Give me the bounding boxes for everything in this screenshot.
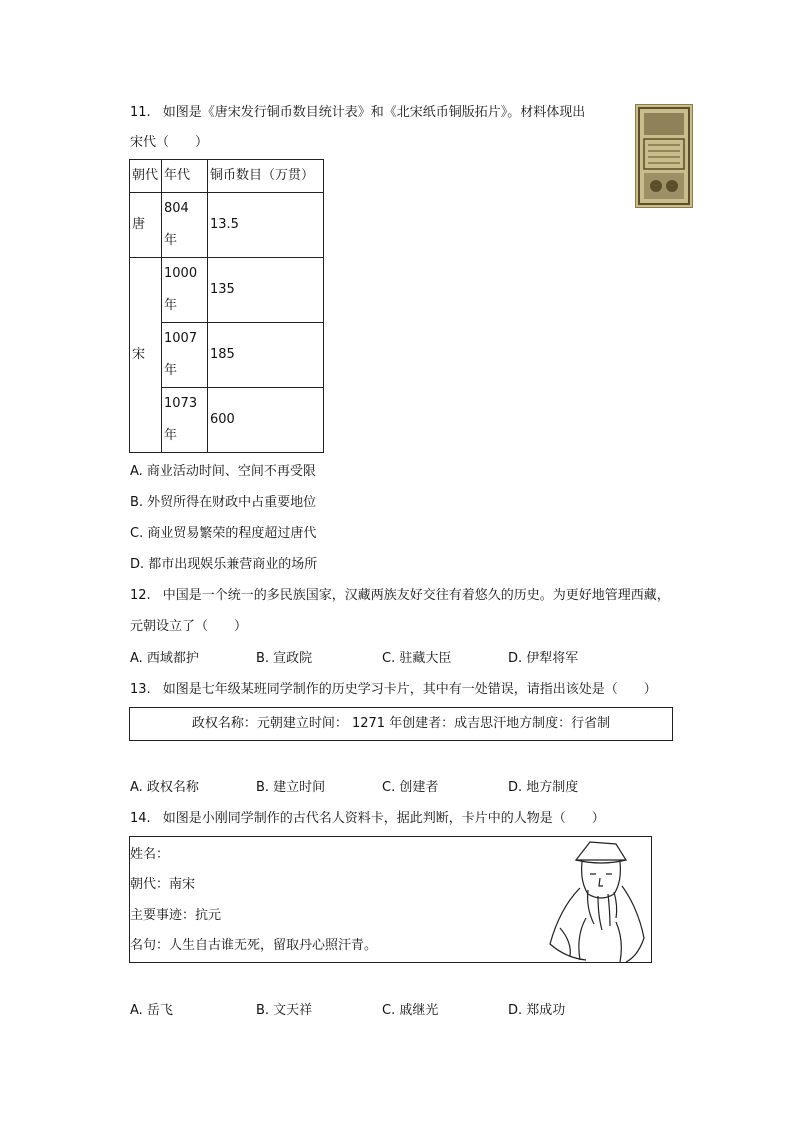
q11-stem-line1 — [130, 104, 585, 122]
table-cell-count: 185 — [208, 323, 324, 388]
q12-stem-line1 — [130, 587, 670, 605]
q13-option-b[interactable]: B. 建立时间 — [256, 780, 326, 795]
year-number: 1073 — [164, 396, 198, 411]
q11-option-c[interactable]: C. 商业贸易繁荣的程度超过唐代 — [130, 526, 317, 541]
q12-option-c[interactable]: C. 驻藏大臣 — [382, 651, 452, 666]
table-header-year: 年代 — [162, 160, 208, 193]
q11-option-b[interactable]: B. 外贸所得在财政中占重要地位 — [130, 495, 317, 510]
card-line-quote: 名句：人生自古谁无死，留取丹心照汗青。 — [130, 938, 378, 953]
table-cell-count: 600 — [208, 388, 324, 453]
table-cell-year — [162, 258, 208, 323]
card-line-dynasty: 朝代：南宋 — [130, 877, 196, 892]
q13-option-a[interactable]: A. 政权名称 — [130, 780, 199, 795]
q13-study-card — [129, 707, 673, 741]
q14-option-c[interactable]: C. 戚继光 — [382, 1003, 439, 1018]
q13-stem-text: 如图是七年级某班同学制作的历史学习卡片，其中有一处错误，请指出该处是（ ） — [162, 682, 657, 697]
q12-number: 12. — [130, 588, 151, 603]
q13-number: 13. — [130, 682, 151, 697]
card-line-name: 姓名： — [130, 847, 170, 862]
q14-stem — [130, 810, 605, 828]
year-unit: 年 — [164, 428, 178, 443]
year-unit: 年 — [164, 298, 178, 313]
q12-option-a[interactable]: A. 西域都护 — [130, 651, 199, 666]
table-cell-count: 13.5 — [208, 193, 324, 258]
table-cell-year — [162, 323, 208, 388]
table-cell-dynasty-tang: 唐 — [130, 193, 162, 258]
year-unit: 年 — [164, 363, 178, 378]
q14-stem-text: 如图是小刚同学制作的古代名人资料卡，据此判断，卡片中的人物是（ ） — [162, 811, 605, 826]
table-cell-year — [162, 388, 208, 453]
table-cell-count: 135 — [208, 258, 324, 323]
q11-option-d[interactable]: D. 都市出现娱乐兼营商业的场所 — [130, 557, 318, 572]
card-line-deeds: 主要事迹：抗元 — [130, 908, 222, 923]
q12-stem-line2: 元朝设立了（ ） — [130, 619, 248, 634]
q11-stem-line2: 宋代（ ） — [130, 135, 209, 150]
q14-option-b[interactable]: B. 文天祥 — [256, 1003, 313, 1018]
q13-option-c[interactable]: C. 创建者 — [382, 780, 439, 795]
table-cell-year: 804 年 — [162, 193, 208, 258]
year-number: 1000 — [164, 266, 198, 281]
q12-option-d[interactable]: D. 伊犁将军 — [508, 651, 579, 666]
q12-stem-text: 中国是一个统一的多民族国家，汉藏两族友好交往有着悠久的历史。为更好地管理西藏， — [162, 588, 670, 603]
q14-option-d[interactable]: D. 郑成功 — [508, 1003, 566, 1018]
q13-stem — [130, 681, 657, 699]
tang-song-copper-coin-table — [129, 159, 324, 453]
table-header-dynasty: 朝代 — [130, 160, 162, 193]
q11-number: 11. — [130, 105, 151, 120]
q11-option-a[interactable]: A. 商业活动时间、空间不再受限 — [130, 464, 316, 479]
q14-option-a[interactable]: A. 岳飞 — [130, 1003, 173, 1018]
table-cell-dynasty-song: 宋 — [130, 258, 162, 453]
q14-number: 14. — [130, 811, 151, 826]
table-header-count: 铜币数目（万贯） — [208, 160, 324, 193]
year-number: 1007 — [164, 331, 198, 346]
q13-card-text: 政权名称：元朝建立时间： 1271 年创建者：成吉思汗地方制度：行省制 — [191, 716, 611, 731]
q13-option-d[interactable]: D. 地方制度 — [508, 780, 579, 795]
q12-option-b[interactable]: B. 宣政院 — [256, 651, 313, 666]
q11-stem-text: 如图是《唐宋发行铜币数目统计表》和《北宋纸币铜版拓片》。材料体现出 — [162, 105, 586, 120]
song-paper-money-plate-image — [635, 104, 693, 208]
wen-tianxiang-portrait-image — [546, 838, 646, 962]
